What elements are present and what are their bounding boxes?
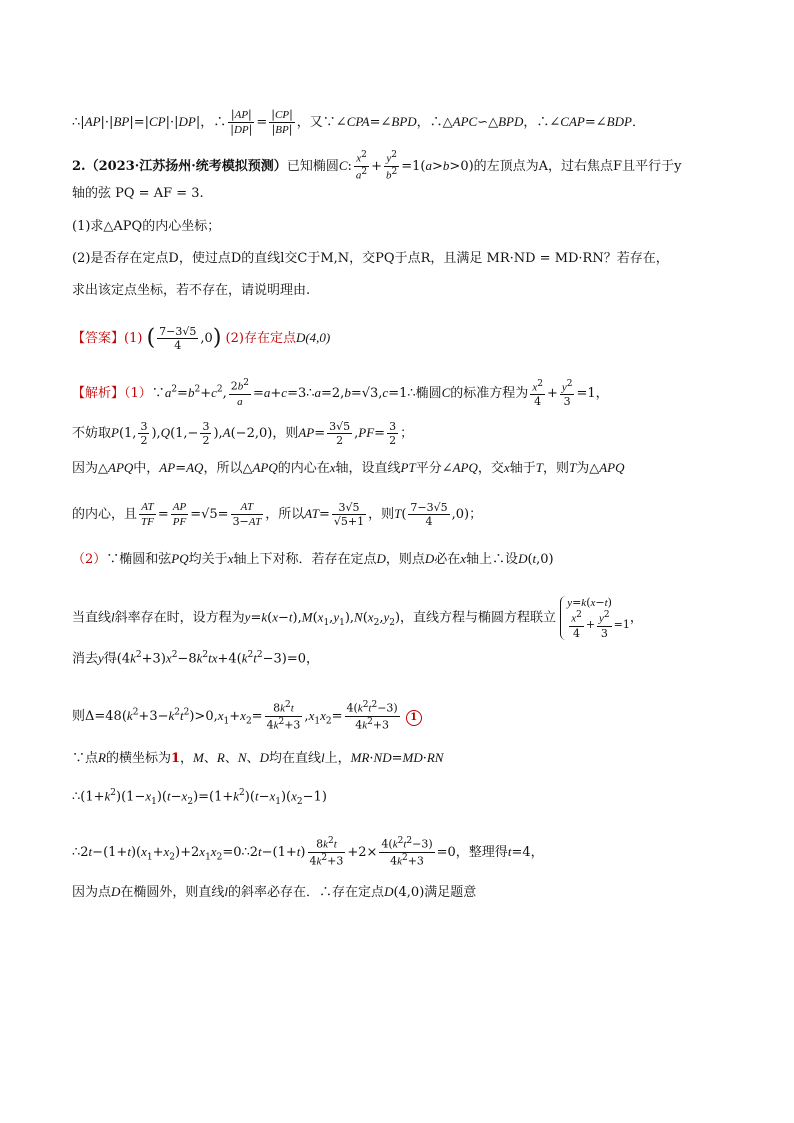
analysis-line-6: 当直线l斜率存在时，设方程为$y=k(x-t),M(x_1,y_1),N(x_2,y_2)$，直线方程与椭圆方程联立 y=k(x−t) $\frac{x^2}{4}$ + $\frac{y^2}{3}$ =1 ， <box>72 596 643 641</box>
question-2b: 求出该定点坐标，若不存在，请说明理由. <box>72 283 311 298</box>
analysis-line-7: 消去y得$(4k^2+3)x^2-8k^2tx+4(k^2t^2-3)=0$， <box>72 650 320 667</box>
equation-marker: 1 <box>406 710 422 726</box>
previous-solution-line: ∴|AP|·|BP|=|CP|·|DP|，∴ $\frac{|AP|}{|DP|}$ = $\frac{|CP|}{|BP|}$ ，又∵∠CPA=∠BPD，∴△APC∽△BPD，∴∠CAP=∠BDP． <box>72 108 645 137</box>
question-2a: (2)是否存在定点D，使过点D的直线l交C于M,N，交PQ于点R，且满足 MR·ND = MD·RN？若存在， <box>72 251 669 266</box>
analysis-line-12: 因为点D在椭圆外，则直线l的斜率必存在．∴存在定点D(4,0)满足题意 <box>72 884 477 900</box>
stem-text-b: 的左顶点为A，过右焦点F且平行于y <box>473 158 682 174</box>
problem-stem: 2.（2023·江苏扬州·统考模拟预测）已知椭圆C: $\frac{x^2}{a^2}$ + $\frac{y^2}{b^2}$ =1(a>b>0)的左顶点为A，过右焦点F且平行于y <box>72 150 682 182</box>
stem-text-a: 已知椭圆 <box>286 158 339 174</box>
analysis-line-9: ∵点R的横坐标为1，M、R、N、D均在直线l上，MR·ND=MD·RN <box>72 750 444 766</box>
analysis-line-8: 则$\Delta=48(k^2+3-k^2t^2)>0,x_1+x_2=$ $\frac{8k^2t}{4k^2+3}$ $,x_1x_2=$ $\frac{4(k^2t^2-3)}{4k^2+3}$ 1 <box>72 700 422 733</box>
analysis-label: 【解析】 <box>72 386 125 402</box>
answer-part1: (1) <box>124 331 143 347</box>
analysis-line-4: 的内心，且 $\frac{AT}{TF}$ = $\frac{AP}{PF}$ =√5= $\frac{AT}{3-AT}$ ，所以AT= $\frac{3√5}{√5+1}$ ，则T( $\frac{7-3√5}{4}$ ,0)； <box>72 501 483 529</box>
answer-part2: (2)存在定点 <box>225 331 296 347</box>
analysis-line-3: 因为△APQ中，AP=AQ，所以△APQ的内心在x轴，设直线PT平分∠APQ，交x轴于T，则T为△APQ <box>72 460 625 476</box>
analysis-line-1: 【解析】$(1)\because a^2=b^2+c^2$, $\frac{2b^2}{a}$ =a+c=3∴a=2,b=√3,c=1∴椭圆C的标准方程为 $\frac{x^2}{4}$ + $\frac{y^2}{3}$ =1， <box>72 378 609 409</box>
problem-source: （2023·江苏扬州·统考模拟预测） <box>85 158 287 174</box>
question-1: (1)求△APQ的内心坐标； <box>72 219 221 234</box>
problem-number: 2. <box>72 158 86 174</box>
analysis-line-11: $\therefore 2t-(1+t)(x_1+x_2)+2x_1x_2=0\therefore 2t-(1+t)$ $\frac{8k^2t}{4k^2+3}$ +2× $\frac{4(k^2t^2-3)}{4k^2+3}$ =0，整理得t=4， <box>72 836 544 868</box>
answer-point: D(4,0) <box>295 330 331 346</box>
stem-text-c: 轴的弦 PQ = AF = 3. <box>72 186 204 201</box>
analysis-line-10: $\therefore(1+k^2)(1-x_1)(t-x_2)=(1+k^2)(t-x_1)(x_2-1)$ <box>72 788 327 807</box>
analysis-line-5: （2）∵椭圆和弦PQ均关于x轴上下对称．若存在定点D，则点D必在x轴上∴设D(t,0) <box>72 551 554 567</box>
answer-line: 【答案】(1) ( $\frac{7-3√5}{4}$ ,0) (2)存在定点D(4,0) <box>72 325 331 353</box>
answer-label: 【答案】 <box>72 331 125 347</box>
analysis-line-2: 不妨取P(1, $\frac{3}{2}$ ),Q(1,− $\frac{3}{2}$ ),A(−2,0)，则AP= $\frac{3√5}{2}$ ,PF= $\frac{3}{2}$ ； <box>72 420 414 448</box>
